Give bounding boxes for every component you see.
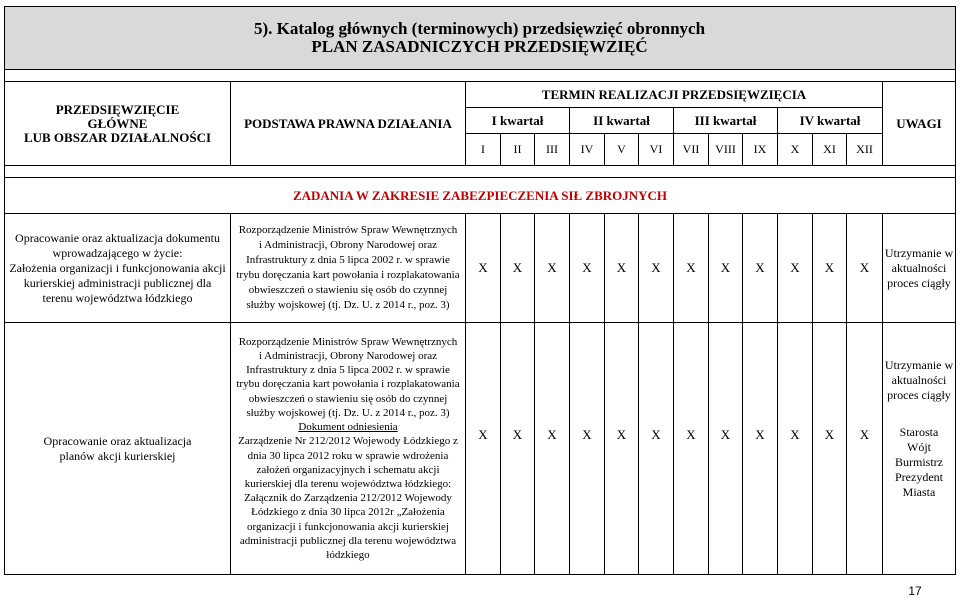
row1-mark-4: X [582,260,592,275]
month-2: II [513,142,522,156]
month-8: VIII [715,142,736,156]
section-heading: ZADANIA W ZAKRESIE ZABEZPIECZENIA SIŁ ZBROJNYCH [292,187,668,203]
row1-mark-12: X [859,260,870,275]
row2-mark-7: X [686,427,696,442]
row1-mark-6: X [651,260,661,275]
row2-mark-11: X [824,427,835,442]
month-4: IV [580,142,594,156]
row2-mark-10: X [790,427,800,442]
header-termin-text: TERMIN REALIZACJI PRZEDSIĘWZIĘCIA [541,86,807,102]
row1-mark-1: X [478,260,488,275]
row1-legal-basis [231,214,465,322]
header-activity [5,82,230,165]
row1-activity-line: Założenia organizacji i funkcjonowania akcji [9,260,226,275]
row2-mark-1: X [478,427,488,442]
row1-activity [5,214,230,322]
row2-remarks-authority: Starosta [899,425,939,439]
row2-mark-2: X [512,427,523,442]
row1-mark-3: X [547,260,557,275]
month-1: I [481,142,485,156]
row2-mark-6: X [651,427,661,442]
row2-basis-line: organizacji i funkcjonowania akcji kurierskiej [246,520,449,533]
row1-basis-line: Infrastruktury z dnia 5 lipca 2002 r. w sprawie [246,254,450,266]
month-10: X [790,142,800,156]
row2-mark-12: X [859,427,870,442]
row2-remarks-authority: Prezydent [895,470,943,484]
row1-basis-line: trybu doręczania kart powołania i rozplakatowania [236,269,460,281]
header-quarter-4: IV kwartał [799,112,861,128]
row2-mark-8: X [720,427,731,442]
header-termin [466,82,882,107]
row1-remarks-line: aktualności [891,260,947,275]
header-activity-line: LUB OBSZAR DZIAŁALNOŚCI [23,129,212,145]
row1-mark-7: X [686,260,696,275]
document-subtitle: PLAN ZASADNICZYCH PRZEDSIĘWZIĘĆ [311,36,648,56]
month-12: XII [856,142,873,156]
row1-basis-line: Rozporządzenie Ministrów Spraw Wewnętrznych [238,224,458,236]
row2-activity-line: Opracowanie oraz aktualizacja [43,433,192,448]
row2-mark-9: X [755,427,765,442]
row2-remarks-line: Utrzymanie w [884,358,954,372]
document-title-box [4,6,955,69]
month-6: VI [649,142,663,156]
row2-basis-line: trybu doręczania kart powołania i rozplakatowania [236,378,460,391]
month-7: VII [682,142,700,156]
row2-basis-line: Łódzkiego z dnia 30 lipca 2012r „Założenia [251,506,445,519]
row2-basis-line: łódzkiego [326,548,370,561]
row2-mark-4: X [582,427,592,442]
header-activity-line: PRZEDSIĘWZIĘCIE [55,101,180,117]
row1-remarks-line: proces ciągły [887,275,951,290]
header-quarter-3: III kwartał [694,112,757,128]
row2-basis-line: dnia 30 lipca 2012 roku w sprawie wdrożenia [247,449,449,462]
row1-activity-line: Opracowanie oraz aktualizacja dokumentu [15,230,220,245]
row1-remarks-line: Utrzymanie w [884,245,954,260]
header-legal-basis-text: PODSTAWA PRAWNA DZIAŁANIA [244,115,452,131]
row1-activity-line: terenu województwa łódzkiego [42,290,193,305]
row2-basis-line: kurierskiej dla terenu województwa łódzkiego: [244,477,452,490]
row2-basis-line: obwieszczeń o stawieniu się osób do czynnej [248,392,448,405]
row2-remarks-authority: Miasta [902,485,936,499]
page-number: 17 [908,584,922,598]
row2-basis-line: Załącznik do Zarządzenia 212/2012 Wojewody [244,492,452,505]
row2-remarks [883,358,955,518]
row1-basis-line: obwieszczeń o stawieniu się osób do czynnej [248,284,448,296]
row1-activity-line: wprowadzającego w życie: [52,245,183,260]
row2-remarks-line: aktualności [891,373,947,387]
row2-basis-reference-heading: Dokument odniesienia [298,421,398,434]
row2-basis-line: Rozporządzenie Ministrów Spraw Wewnętrznych [238,335,458,348]
row1-basis-line: i Administracji, Obrony Narodowej oraz [258,239,438,251]
row2-basis-line: służby wojskowej (tj. Dz. U. z 2014 r., poz. 3) [246,406,450,419]
header-quarter-2: II kwartał [593,112,650,128]
document-title: 5). Katalog głównych (terminowych) przedsięwzięć obronnych [253,18,706,38]
row1-mark-5: X [616,260,627,275]
header-remarks: UWAGI [896,115,942,131]
row1-mark-10: X [790,260,800,275]
month-9: IX [753,142,767,156]
row2-basis-line: administracji publicznej dla terenu województwa [239,534,457,547]
row2-mark-3: X [547,427,557,442]
month-5: V [617,142,626,156]
row1-activity-line: kurierskiej administracji publicznej dla [23,275,212,290]
row2-basis-line: Zarządzenie Nr 212/2012 Wojewody Łódzkiego z [238,435,458,448]
row2-remarks-authority: Burmistrz [895,455,943,469]
row1-mark-11: X [824,260,835,275]
row2-activity [5,323,230,574]
month-11: XI [823,142,836,156]
row2-mark-5: X [616,427,627,442]
row1-mark-2: X [512,260,523,275]
row2-basis-line: założeń organizacyjnych i schematu akcji [256,463,440,476]
row2-remarks-line: proces ciągły [887,388,951,402]
header-legal-basis [231,82,465,165]
header-activity-line: GŁÓWNE [87,115,148,131]
row2-activity-line: planów akcji kurierskiej [59,448,176,463]
row1-mark-8: X [720,260,731,275]
row2-remarks-authority: Wójt [907,440,931,454]
row1-mark-9: X [755,260,765,275]
row2-legal-basis [231,323,465,574]
row2-basis-line: Infrastruktury z dnia 5 lipca 2002 r. w sprawie [246,364,450,377]
row1-basis-line: służby wojskowej (tj. Dz. U. z 2014 r., poz. 3) [246,299,450,311]
row2-basis-line: i Administracji, Obrony Narodowej oraz [258,350,438,363]
row1-remarks [883,214,955,322]
month-3: III [546,142,558,156]
header-quarter-1: I kwartał [491,112,544,128]
